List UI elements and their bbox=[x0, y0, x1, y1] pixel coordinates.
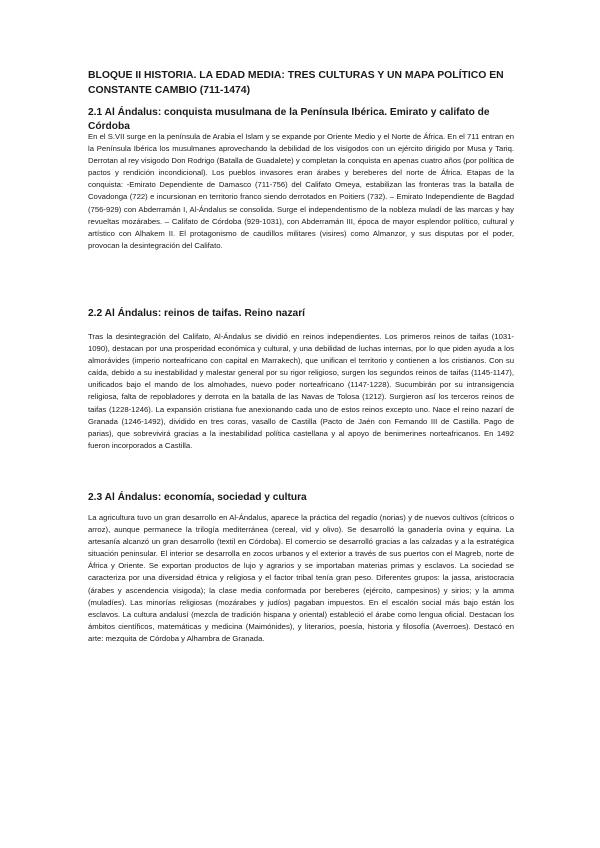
section-heading-2-2: 2.2 Al Ándalus: reinos de taifas. Reino nazarí bbox=[88, 308, 306, 319]
section-heading-2-1: 2.1 Al Ándalus: conquista musulmana de la Península Ibérica. Emirato y califato de Córdoba bbox=[88, 107, 490, 132]
section-body-2-1: En el S.VII surge en la península de Arabia el Islam y se expande por Oriente Medio y el Norte de África. En el 711 entran en la Península Ibérica los musulmanes aprovechando la debilidad de los visigodos con un ejército dirigido por Musa y Tariq. Derrotan al rey visigodo Don Rodrigo (Batalla de Guadalete) y completan la conquista en apenas cuatro años (por política de pactos y rendición incondicional). Los pueblos invasores eran árabes y bereberes del norte de África. Etapas de la conquista: -Emirato Dependiente de Damasco (711-756) del Califato Omeya, estabilizan las fronteras tras la batalla de Covadonga (722) e incursionan en territorio franco siendo derrotados en Poitiers (732). – Emirato Independiente de Bagdad (756-929) con Abderramán I, Al-Ándalus se consolida. Surge el independentismo de la nobleza muladí de las marcas y hay revueltas mozárabes. – Califato de Córdoba (929-1031), con Abderramán III, época de mayor esplendor político, cultural y artístico con Alhakem II. El protagonismo de caudillos militares (visires) como Almanzor, y sus disputas por el poder, provocan la desintegración del Califato. bbox=[88, 132, 514, 250]
section-body-2-3: La agricultura tuvo un gran desarrollo en Al-Ándalus, aparece la práctica del regadío (norias) y de nuevos cultivos (cítricos o arroz), aunque permanece la trilogía mediterránea (cereal, vid y olivo). Se desarrolló la ganadería ovina y equina. La artesanía alcanzó un gran desarrollo (textil en Córdoba). El comercio se desarrolló gracias a las calzadas y a la estratégica situación peninsular. El interior se desarrolla en zocos urbanos y el exterior a través de sus puertos con el Magreb, norte de África y Oriente. Se exportan productos de lujo y agrarios y se importaban materias primas y esclavos. La sociedad se caracteriza por una diversidad étnica y religiosa y el factor tribal tenía gran peso. Diferentes grupos: la jassa, aristocracia (árabes y ascendencia visigoda); la clase media conformada por bereberes (ejército, campesinos) y sirios; y la amma (muladíes). Las minorías religiosas (mozárabes y judíos) pagaban impuestos. En el escalón social más bajo están los esclavos. La cultura andalusí (mezcla de tradición hispana y oriental) estableció el árabe como lengua oficial. Destacan los ámbitos científicos, matemáticas y medicina (Maimónides), y literarios, poesía, historia y filosofía (Averroes). Destacó en arte: mezquita de Córdoba y Alhambra de Granada. bbox=[88, 513, 514, 643]
section-heading-2-3: 2.3 Al Ándalus: economía, sociedad y cultura bbox=[88, 492, 307, 503]
page-title: BLOQUE II HISTORIA. LA EDAD MEDIA: TRES CULTURAS Y UN MAPA POLÍTICO EN CONSTANTE CAMBIO (711-1474) bbox=[88, 70, 504, 96]
section-body-2-2: Tras la desintegración del Califato, Al-Ándalus se dividió en reinos independientes. Los primeros reinos de taifas (1031-1090), destacan por una prosperidad económica y cultural, y una debilidad de luchas internas, por lo que piden ayuda a los almorávides (imperio norteafricano con capital en Marrakech), que unifican el territorio y contienen a los cristianos. Con su caída, debido a su inestabilidad y malestar general por su rigor religioso, surgen los segundos reinos de taifas (1145-1147), unificados bajo el mando de los almohades, nuevo poder norteafricano (1147-1228). Sucumbirán por su intransigencia religiosa, falta de repobladores y derrota en la batalla de las Navas de Tolosa (1212). Surgieron así los terceros reinos de taifas (1228-1246). La expansión cristiana fue anexionando cada uno de estos reinos excepto uno. Nace el reino nazarí de Granada (1246-1492), dividido en tres coras, vasallo de Castilla (Pacto de Jaén con Fernando III de Castilla. Pago de parias), que sobrevivirá gracias a la inestabilidad política castellana y al apoyo de benimerines norteafricanos. En 1492 fueron incorporados a Castilla. bbox=[88, 332, 514, 450]
